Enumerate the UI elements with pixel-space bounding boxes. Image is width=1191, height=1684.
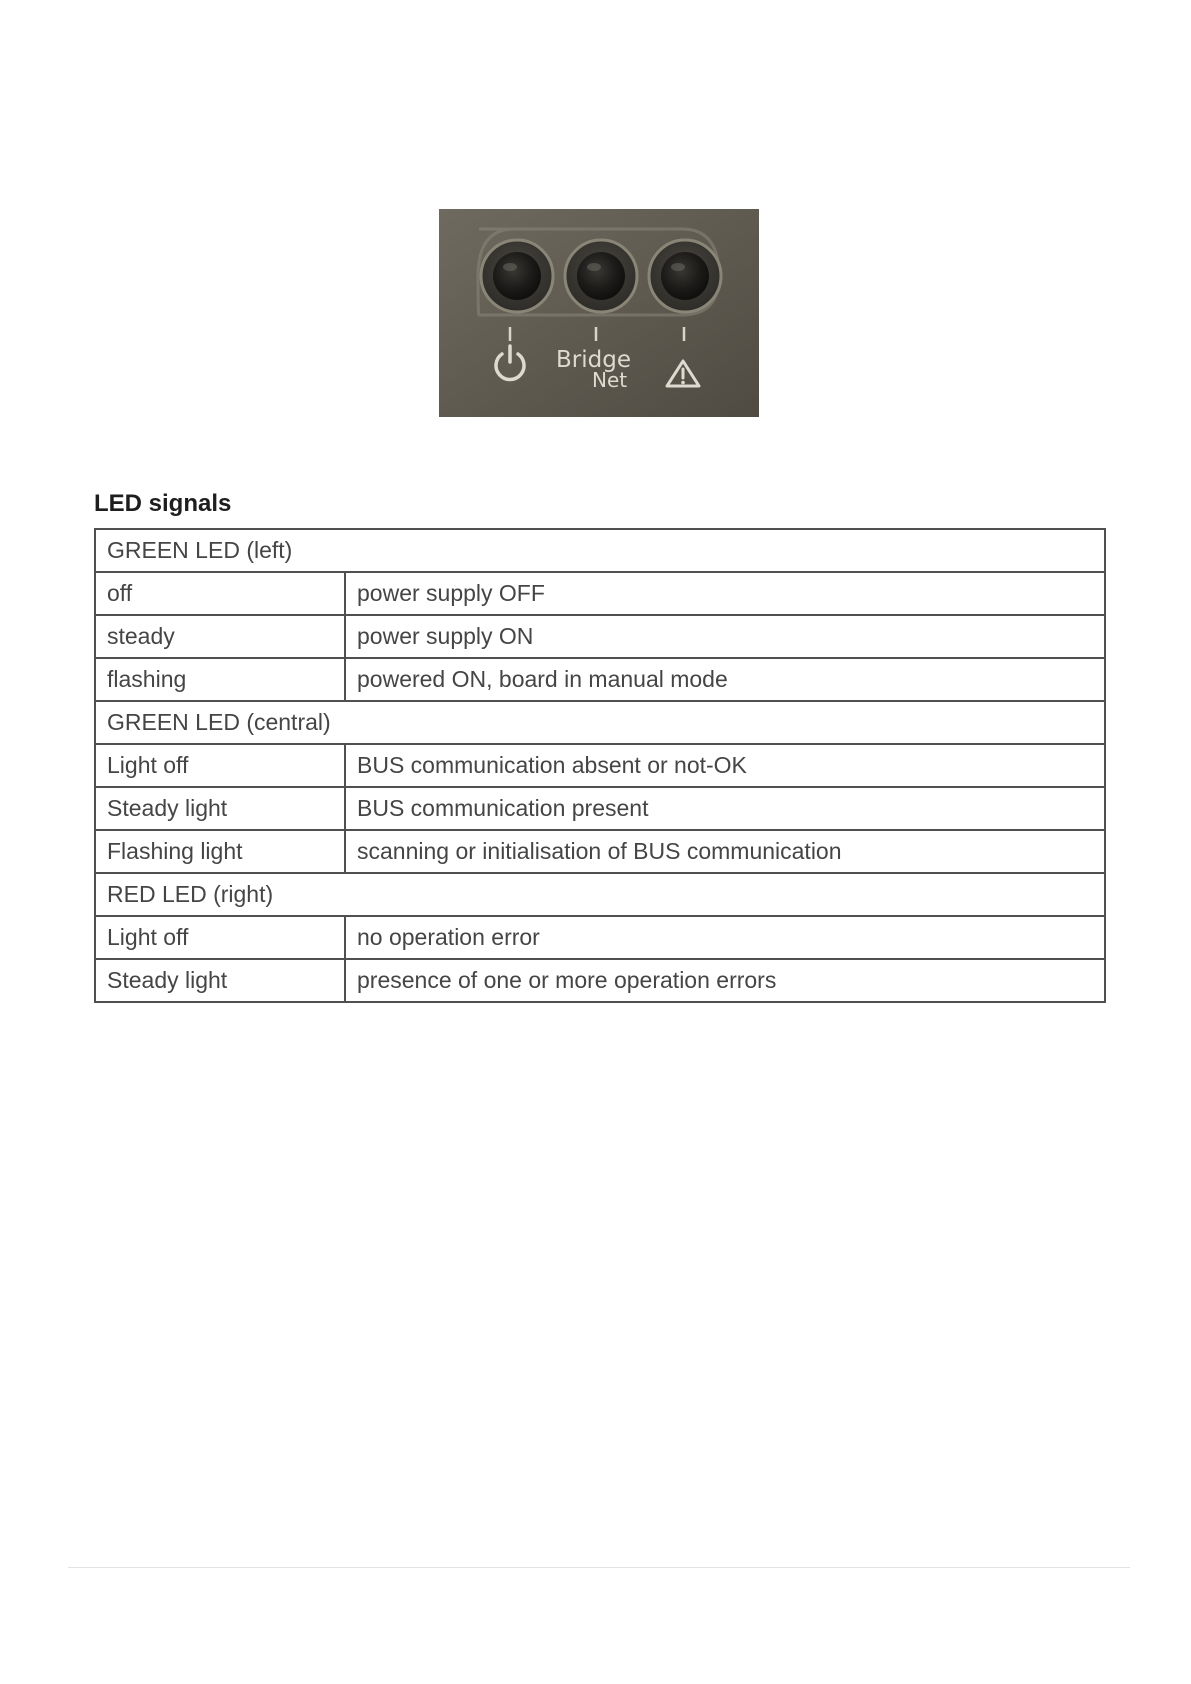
- group-header-cell: GREEN LED (central): [95, 701, 1105, 744]
- led-panel-photo: [439, 209, 759, 417]
- state-cell: steady: [95, 615, 345, 658]
- section-title: LED signals: [94, 490, 232, 517]
- table-row: [95, 744, 1105, 787]
- group-header-cell: RED LED (right): [95, 873, 1105, 916]
- state-cell: Light off: [95, 744, 345, 787]
- table-group-header: [95, 873, 1105, 916]
- power-led: [481, 240, 553, 312]
- state-cell: off: [95, 572, 345, 615]
- net-label: Net: [592, 368, 628, 392]
- meaning-cell: power supply OFF: [345, 572, 1105, 615]
- bridgenet-led: [565, 240, 637, 312]
- table-row: [95, 916, 1105, 959]
- meaning-cell: powered ON, board in manual mode: [345, 658, 1105, 701]
- state-cell: Steady light: [95, 787, 345, 830]
- meaning-cell: presence of one or more operation errors: [345, 959, 1105, 1002]
- meaning-cell: no operation error: [345, 916, 1105, 959]
- state-cell: Flashing light: [95, 830, 345, 873]
- table-row: [95, 787, 1105, 830]
- footer-divider: [68, 1567, 1130, 1568]
- meaning-cell: BUS communication present: [345, 787, 1105, 830]
- table-row: [95, 658, 1105, 701]
- state-cell: Light off: [95, 916, 345, 959]
- meaning-cell: power supply ON: [345, 615, 1105, 658]
- table-row: [95, 572, 1105, 615]
- table-group-header: [95, 701, 1105, 744]
- group-header-cell: GREEN LED (left): [95, 529, 1105, 572]
- bridge-label: Bridge: [556, 347, 631, 373]
- table-group-header: [95, 529, 1105, 572]
- table-row: [95, 830, 1105, 873]
- state-cell: flashing: [95, 658, 345, 701]
- table-row: [95, 615, 1105, 658]
- state-cell: Steady light: [95, 959, 345, 1002]
- warning-led: [649, 240, 721, 312]
- meaning-cell: BUS communication absent or not-OK: [345, 744, 1105, 787]
- led-signals-table: [94, 528, 1106, 1003]
- table-row: [95, 959, 1105, 1002]
- meaning-cell: scanning or initialisation of BUS communication: [345, 830, 1105, 873]
